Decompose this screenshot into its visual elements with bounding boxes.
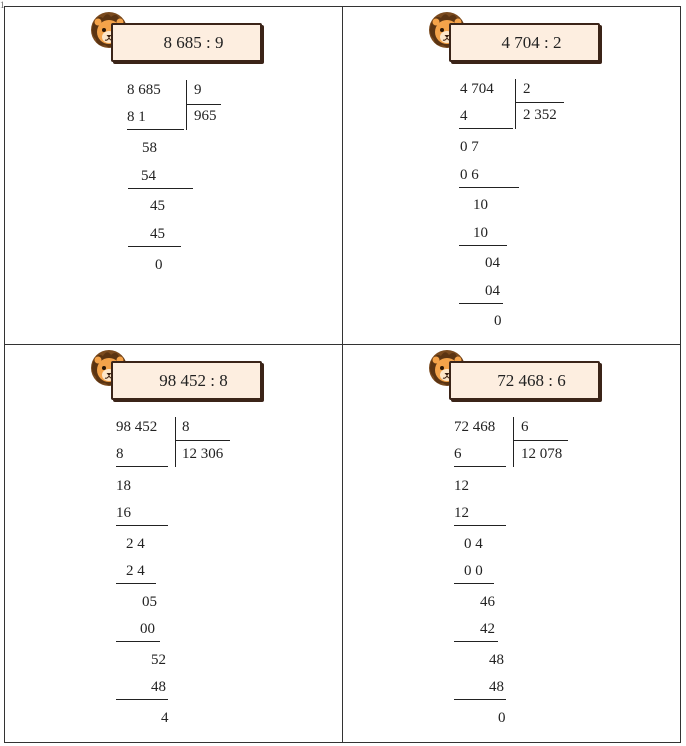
step: 8 [116, 446, 124, 462]
step-underline [459, 245, 507, 246]
step: 42 [480, 621, 495, 637]
step-underline [454, 699, 506, 700]
dividend: 98 452 [116, 419, 158, 435]
step-underline [116, 699, 168, 700]
divisor-underline [515, 102, 564, 103]
corner-mark: 1 [0, 0, 5, 10]
problem-title: 4 704 : 2 [449, 23, 600, 62]
step: 0 7 [460, 139, 479, 155]
step: 0 6 [460, 167, 479, 183]
division-bar [515, 79, 516, 129]
step: 58 [142, 140, 157, 156]
step: 00 [140, 621, 155, 637]
step: 16 [116, 505, 131, 521]
step: 0 [494, 313, 502, 329]
step: 2 4 [126, 563, 145, 579]
step: 45 [150, 226, 165, 242]
step-underline [454, 466, 506, 467]
step: 18 [116, 478, 131, 494]
divisor-underline [186, 104, 221, 105]
step: 48 [489, 652, 504, 668]
quotient: 12 306 [182, 446, 224, 462]
step-underline [454, 583, 494, 584]
step: 4 [161, 710, 169, 726]
problem-cell-4 [343, 345, 681, 726]
step-underline [128, 188, 193, 189]
step: 4 [460, 108, 468, 124]
step: 0 [155, 257, 163, 273]
step: 10 [473, 225, 488, 241]
quotient: 2 352 [523, 107, 557, 123]
divisor-underline [513, 440, 568, 441]
step: 48 [151, 679, 166, 695]
step-underline [459, 303, 503, 304]
step-underline [116, 525, 168, 526]
step-underline [459, 128, 513, 129]
step-underline [459, 187, 519, 188]
problem-cell-1 [5, 7, 343, 345]
step: 04 [485, 255, 500, 271]
step: 0 [498, 710, 506, 726]
step: 0 0 [464, 563, 483, 579]
divisor: 2 [523, 81, 531, 97]
divisor-underline [175, 440, 230, 441]
problem-title: 8 685 : 9 [111, 23, 262, 62]
problem-title: 98 452 : 8 [111, 361, 262, 400]
quotient: 965 [194, 108, 217, 124]
step-underline [116, 466, 168, 467]
step: 0 4 [464, 536, 483, 552]
dividend: 4 704 [460, 81, 494, 97]
step: 48 [489, 679, 504, 695]
step-underline [454, 525, 506, 526]
division-bar [186, 80, 187, 130]
step: 52 [151, 652, 166, 668]
step: 54 [141, 168, 156, 184]
step-underline [116, 641, 160, 642]
division-bar [513, 417, 514, 467]
divisor: 9 [194, 82, 202, 98]
step: 46 [480, 594, 495, 610]
step: 45 [150, 198, 165, 214]
step: 04 [485, 283, 500, 299]
quotient: 12 078 [521, 446, 563, 462]
divisor: 6 [521, 419, 529, 435]
step: 12 [454, 478, 469, 494]
problem-title: 72 468 : 6 [449, 361, 600, 400]
step: 05 [142, 594, 157, 610]
step-underline [128, 246, 181, 247]
dividend: 72 468 [454, 419, 496, 435]
problem-cell-2 [343, 7, 681, 345]
step: 10 [473, 197, 488, 213]
problem-cell-3 [5, 345, 343, 726]
dividend: 8 685 [127, 82, 161, 98]
step: 6 [454, 446, 462, 462]
step-underline [127, 129, 184, 130]
divisor: 8 [182, 419, 190, 435]
step: 12 [454, 505, 469, 521]
division-bar [175, 417, 176, 467]
step-underline [116, 583, 156, 584]
step: 8 1 [127, 109, 146, 125]
step-underline [454, 641, 498, 642]
step: 2 4 [126, 536, 145, 552]
